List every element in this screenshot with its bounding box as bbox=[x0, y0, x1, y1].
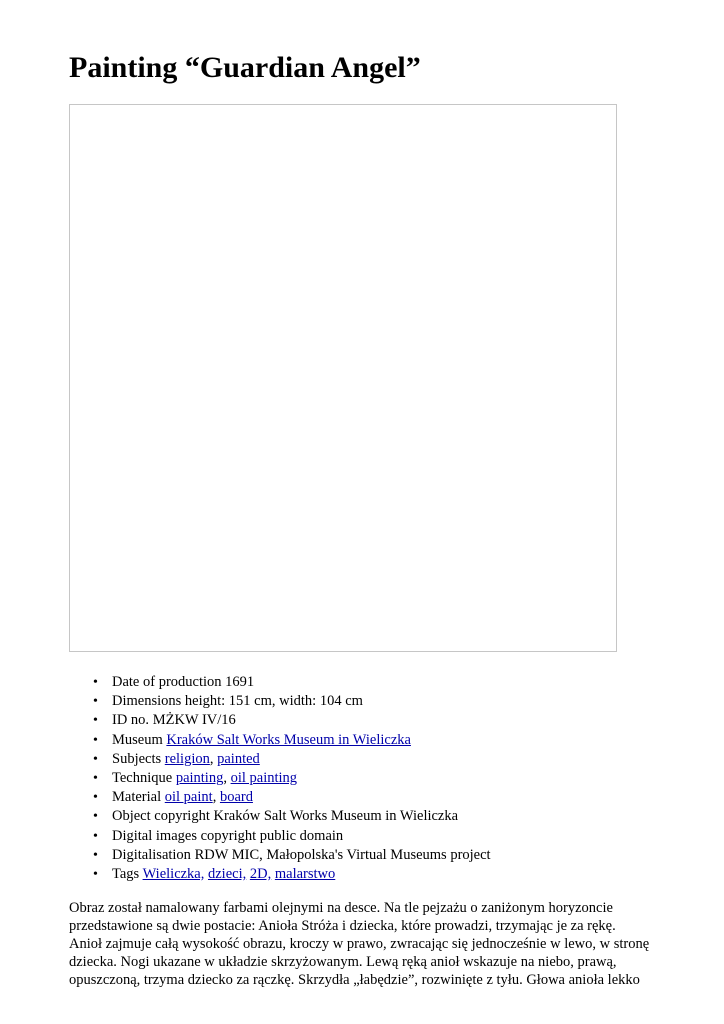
id-value: MŻKW IV/16 bbox=[152, 712, 236, 729]
technique-label: Technique bbox=[112, 769, 173, 786]
list-item bbox=[69, 807, 649, 826]
list-item bbox=[69, 750, 649, 769]
description-paragraph bbox=[69, 899, 669, 989]
tag-link-2d[interactable]: 2D, bbox=[249, 865, 272, 882]
list-item bbox=[69, 711, 649, 730]
material-label: Material bbox=[112, 789, 162, 806]
list-item bbox=[69, 692, 649, 711]
tag-link-dzieci[interactable]: dzieci, bbox=[208, 865, 247, 882]
digitalisation-value: RDW MIC, Małopolska's Virtual Museums project bbox=[194, 846, 491, 863]
metadata-list bbox=[69, 673, 649, 884]
tag-link-wieliczka[interactable]: Wieliczka, bbox=[142, 865, 205, 882]
list-item bbox=[69, 865, 649, 884]
object-copyright-value: Kraków Salt Works Museum in Wieliczka bbox=[213, 808, 459, 825]
description-line: opuszczoną, trzyma dziecko za rączkę. Skrzydła „łabędzie”, rozwinięte z tyłu. Głowa anioła lekko bbox=[69, 972, 640, 988]
list-item bbox=[69, 769, 649, 788]
page-title: Painting “Guardian Angel” bbox=[69, 51, 421, 84]
description-line: Anioł zajmuje całą wysokość obrazu, kroczy w prawo, zwracając się jednocześnie w lewo, w stronę bbox=[69, 936, 650, 952]
artwork-image-placeholder bbox=[69, 104, 617, 652]
images-copyright-value: public domain bbox=[259, 827, 344, 844]
digitalisation-label: Digitalisation bbox=[112, 846, 191, 863]
description-line: dziecka. Nogi ukazane w układzie skrzyżowanym. Lewą ręką anioł wskazuje na niebo, prawą, bbox=[69, 954, 617, 970]
list-item bbox=[69, 731, 649, 750]
subject-link-religion[interactable]: religion bbox=[164, 750, 210, 767]
technique-link-painting[interactable]: painting bbox=[175, 769, 224, 786]
subject-link-painted[interactable]: painted bbox=[217, 750, 260, 767]
material-link-oil-paint[interactable]: oil paint bbox=[164, 789, 213, 806]
museum-link[interactable]: Kraków Salt Works Museum in Wieliczka bbox=[166, 731, 411, 748]
museum-label: Museum bbox=[112, 731, 163, 748]
list-item bbox=[69, 827, 649, 846]
subjects-label: Subjects bbox=[112, 750, 162, 767]
object-copyright-label: Object copyright bbox=[112, 808, 210, 825]
dimensions-label: Dimensions bbox=[112, 693, 182, 710]
description-line: przedstawione są dwie postacie: Anioła Stróża i dziecka, które prowadzi, trzymając je za rękę. bbox=[69, 918, 616, 934]
tags-label: Tags bbox=[112, 865, 140, 882]
technique-link-oil-painting[interactable]: oil painting bbox=[230, 769, 298, 786]
material-link-board[interactable]: board bbox=[219, 789, 253, 806]
list-item bbox=[69, 788, 649, 807]
tag-link-malarstwo[interactable]: malarstwo bbox=[274, 865, 336, 882]
id-label: ID no. bbox=[112, 712, 150, 729]
date-label: Date of production bbox=[112, 674, 222, 690]
separator: , bbox=[223, 769, 227, 786]
list-item bbox=[69, 846, 649, 865]
description-line: Obraz został namalowany farbami olejnymi na desce. Na tle pejzażu o zaniżonym horyzoncie bbox=[69, 900, 613, 916]
dimensions-value: height: 151 cm, width: 104 cm bbox=[184, 693, 363, 710]
images-copyright-label: Digital images copyright bbox=[112, 827, 257, 844]
separator: , bbox=[209, 750, 214, 767]
separator: , bbox=[212, 789, 217, 806]
date-value: 1691 bbox=[225, 674, 255, 690]
list-item bbox=[69, 673, 649, 692]
